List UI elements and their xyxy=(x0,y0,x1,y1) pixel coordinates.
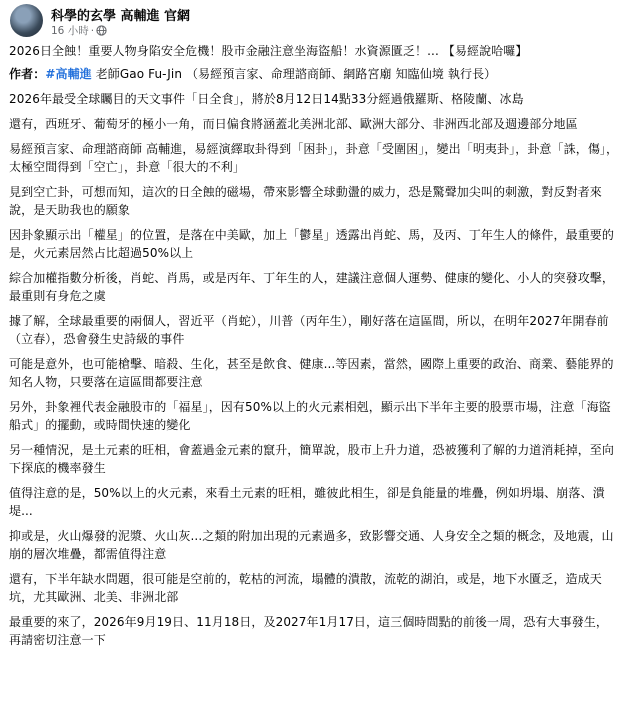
paragraph: 另外，卦象裡代表金融股市的「福星」，因有50%以上的火元素相剋，顯示出下半年主要的股票市場，注意「海盜船式」的擺動，或時間快速的變化 xyxy=(9,400,611,432)
paragraph: 綜合加權指數分析後，肖蛇、肖馬，或是丙年、丁年生的人，建議注意個人運勢、健康的變化、小人的突發攻擊，最重則有身危之虞 xyxy=(9,271,615,303)
paragraph: 還有，西班牙、葡萄牙的極小一角，而日偏食將涵蓋北美洲北部、歐洲大部分、非洲西北部及週邊部分地區 xyxy=(9,117,578,131)
meta-separator: · xyxy=(90,25,95,37)
post-body xyxy=(9,42,619,656)
post-time-link[interactable]: 16 小時 xyxy=(51,25,89,37)
paragraph: 另一種情況，是土元素的旺相，會蓋過金元素的竄升，簡單說，股市上升力道，恐被獲利了解的力道消耗掉，至向下探底的機率發生 xyxy=(9,443,615,475)
author-line xyxy=(9,65,619,83)
page-name-link[interactable]: 科學的玄學 高輔進 官網 xyxy=(51,9,191,24)
paragraph: 因卦象顯示出「權星」的位置，是落在中美歐，加上「鬱星」透露出肖蛇、馬，及丙、丁年生人的條件，最重要的是，火元素居然占比超過50%以上 xyxy=(9,228,615,260)
globe-icon[interactable] xyxy=(96,25,107,36)
author-hashtag-link[interactable]: #高輔進 xyxy=(45,67,92,81)
post-title: 2026日全蝕！重要人物身陷安全危機！股市金融注意坐海盜船！水資源匱乏！... 【易經說哈囉】 xyxy=(9,44,528,58)
paragraph: 值得注意的是，50%以上的火元素，來看土元素的旺相，雖彼此相生，卻是負能量的堆疊，例如坍塌、崩落、潰堤... xyxy=(9,486,605,518)
post-header xyxy=(10,4,616,38)
paragraph: 2026年最受全球矚目的天文事件「日全食」，將於8月12日14點33分經過俄羅斯、格陵蘭、冰島 xyxy=(9,92,524,106)
paragraph: 還有，下半年缺水問題，很可能是空前的，乾枯的河流，塌體的潰散，流乾的湖泊，或是，地下水匱乏，造成天坑，尤其歐洲、北美、非洲北部 xyxy=(9,572,602,604)
paragraph: 抑或是，火山爆發的泥漿、火山灰...之類的附加出現的元素過多，致影響交通、人身安全之類的概念，及地震，山崩的層次堆疊，都需值得注意 xyxy=(9,529,614,561)
author-line-prefix: 作者： xyxy=(9,67,46,81)
paragraph: 最重要的來了，2026年9月19日、11月18日，及2027年1月17日，這三個時間點的前後一周，恐有大事發生，再請密切注意一下 xyxy=(9,615,609,647)
paragraph: 見到空亡卦，可想而知，這次的日全蝕的磁場，帶來影響全球動盪的威力，恐是驚聲加尖叫的刺激，對反對者來說，是天助我也的願象 xyxy=(9,185,602,217)
author-line-rest: 老師Gao Fu-Jin （易經預言家、命理諮商師、網路宮廟 知臨仙境 執行長） xyxy=(91,67,497,81)
paragraph: 易經預言家、命理諮商師 高輔進，易經演繹取卦得到「困卦」，卦意「受圍困」，變出「明夷卦」，卦意「誅，傷」，太極空間得到「空亡」，卦意「很大的不利」 xyxy=(9,142,619,174)
post-meta xyxy=(51,23,107,38)
paragraph: 可能是意外，也可能槍擊、暗殺、生化，甚至是飲食、健康...等因素，當然，國際上重要的政治、商業、藝能界的知名人物，只要落在這區間都要注意 xyxy=(9,357,614,389)
page-avatar[interactable] xyxy=(10,4,43,37)
paragraph: 據了解，全球最重要的兩個人，習近平（肖蛇），川普（丙年生），剛好落在這區間，所以，在明年2027年開春前（立春），恐會發生史詩級的事件 xyxy=(9,314,609,346)
